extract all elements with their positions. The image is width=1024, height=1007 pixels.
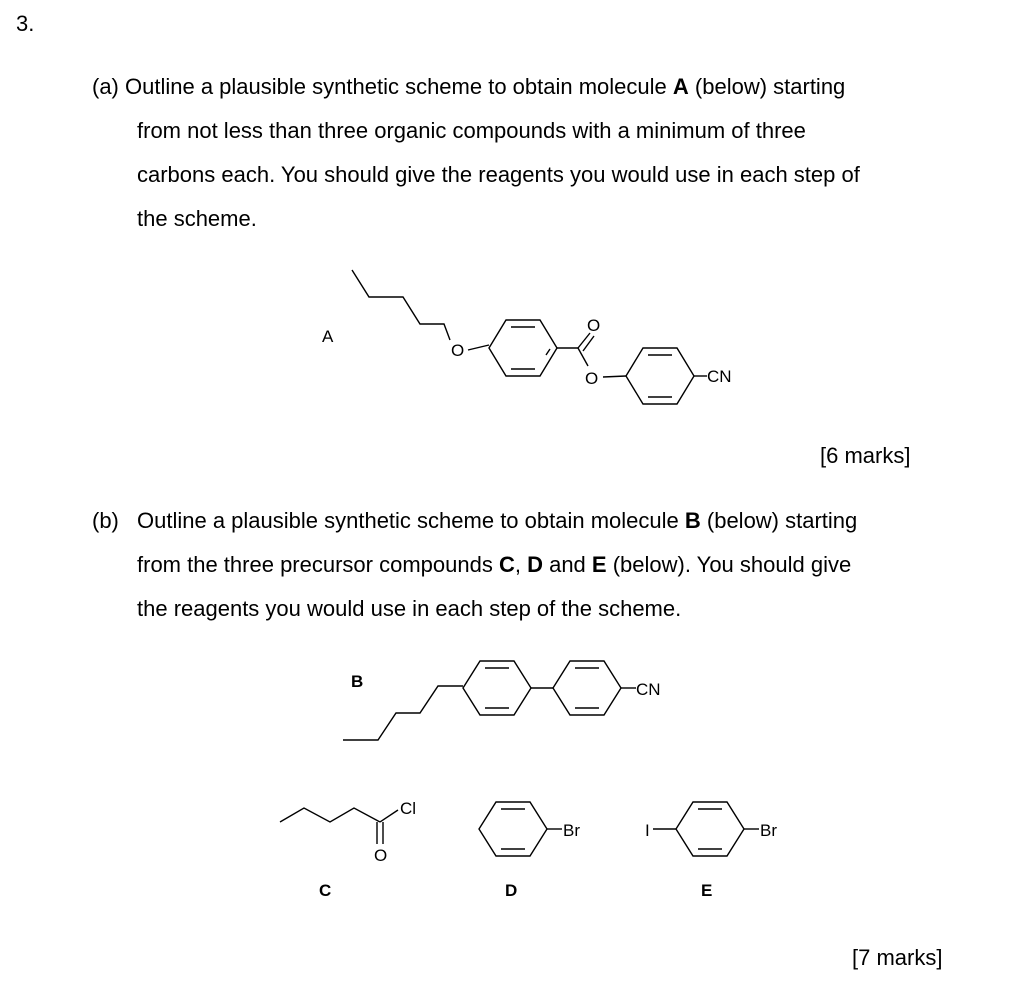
molecule-e-label: E — [701, 881, 713, 900]
question-number: 3. — [16, 11, 35, 36]
molecule-a-carbonyl-o: O — [587, 316, 601, 335]
molecule-a — [322, 270, 732, 404]
molecule-e-ring — [676, 802, 744, 856]
molecule-d — [479, 802, 580, 900]
molecule-a-bond — [468, 345, 489, 350]
molecule-b — [343, 661, 661, 740]
molecule-a-carbonyl — [578, 333, 590, 348]
part-a-line-2: from not less than three organic compounds with a minimum of three — [137, 118, 806, 143]
part-b-line-1-pre: Outline a plausible synthetic scheme to obtain molecule — [137, 508, 685, 533]
molecule-c — [280, 799, 416, 900]
part-a-line-4: the scheme. — [137, 206, 257, 231]
part-a-line-1-pre: Outline a plausible synthetic scheme to obtain molecule — [125, 74, 673, 99]
part-b-marks: [7 marks] — [852, 945, 943, 970]
molecule-b-alkyl-chain — [343, 686, 463, 740]
part-b-sep: , — [514, 552, 528, 577]
molecule-a-bond — [603, 376, 626, 377]
part-a-molecule-ref: A — [672, 74, 689, 99]
molecule-a-ring-1-double — [546, 349, 550, 355]
molecule-e — [645, 802, 777, 900]
part-a-line-3: carbons each. You should give the reagents you would use in each step of — [137, 162, 860, 187]
molecule-a-cn: CN — [707, 367, 732, 386]
part-b-molecule-ref: B — [684, 508, 701, 533]
part-b-ref-d: D — [527, 552, 543, 577]
part-b-ref-e: E — [591, 552, 607, 577]
part-b-label: (b) — [92, 508, 119, 533]
molecule-c-cl: Cl — [400, 799, 417, 818]
molecule-c-label: C — [319, 881, 332, 900]
molecule-e-br: Br — [760, 821, 777, 840]
part-b-line-3: the reagents you would use in each step of the scheme. — [137, 596, 682, 621]
part-b-line-2-post: (below). You should give — [606, 552, 852, 577]
molecule-a-ring-2 — [626, 348, 694, 404]
molecule-a-label: A — [322, 327, 334, 346]
molecule-c-o: O — [374, 846, 388, 865]
part-b-line-1-post: (below) starting — [700, 508, 858, 533]
molecule-e-i: I — [645, 821, 650, 840]
molecule-b-label: B — [351, 672, 364, 691]
molecule-b-ring-2 — [553, 661, 621, 715]
molecule-c-bond — [380, 810, 398, 822]
molecule-c-alkyl-chain — [280, 808, 380, 822]
part-a-line-1-post: (below) starting — [688, 74, 846, 99]
molecule-b-ring-1 — [463, 661, 531, 715]
molecule-a-ester-o: O — [585, 369, 599, 388]
molecule-b-cn: CN — [636, 680, 661, 699]
molecule-a-carbonyl — [583, 336, 594, 351]
part-b-line-2-pre: from the three precursor compounds — [137, 552, 499, 577]
molecule-a-ring-1 — [489, 320, 557, 376]
molecule-d-br: Br — [563, 821, 580, 840]
molecule-a-ether-o: O — [451, 341, 465, 360]
part-b-ref-c: C — [498, 552, 515, 577]
part-a-label: (a) — [92, 74, 119, 99]
molecule-a-alkyl-chain — [352, 270, 450, 340]
molecule-d-ring — [479, 802, 547, 856]
part-b-and: and — [542, 552, 592, 577]
molecule-d-label: D — [505, 881, 518, 900]
part-a-marks: [6 marks] — [820, 443, 911, 468]
